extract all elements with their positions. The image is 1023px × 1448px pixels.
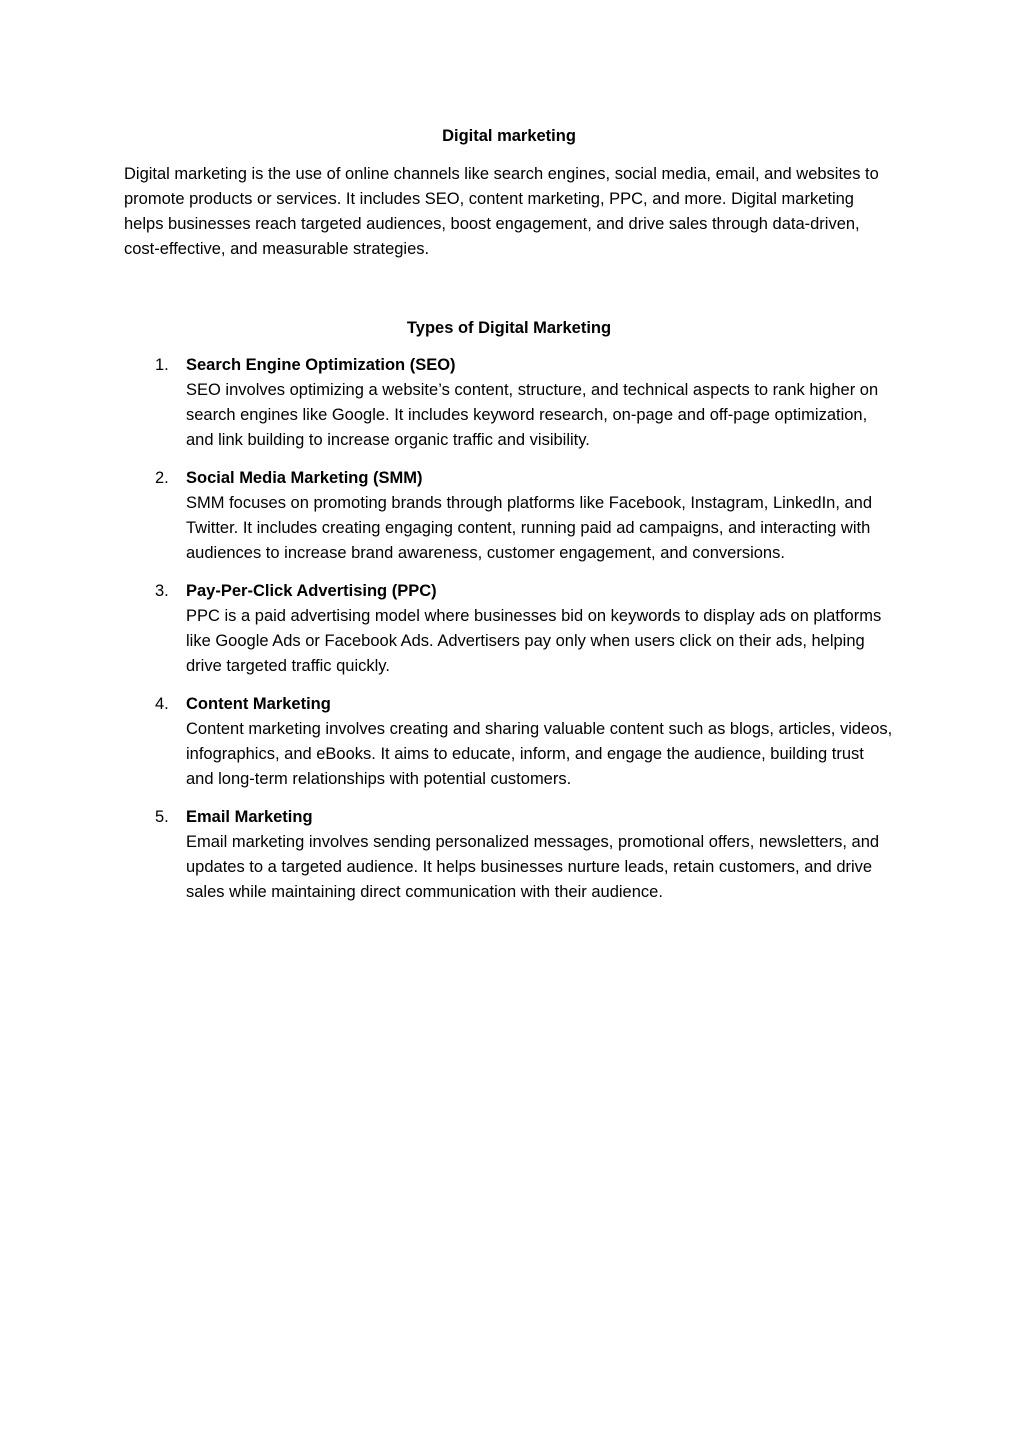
intro-paragraph: Digital marketing is the use of online channels like search engines, social media, email, and websites to promote products or services. It includes SEO, content marketing, PPC, and more. Digital marketing helps businesses reach targeted audiences, boost engagement, and drive sales through data-driven, cost-effective, and measurable strategies. — [124, 165, 879, 258]
list-item-title: Search Engine Optimization (SEO) — [186, 356, 456, 374]
document-page — [124, 124, 894, 918]
section-title: Types of Digital Marketing — [406, 319, 612, 337]
document-title: Digital marketing — [442, 127, 576, 145]
list-item-number: 5. — [155, 808, 169, 826]
list-item-ppc — [124, 579, 894, 679]
list-item-title: Email Marketing — [186, 808, 313, 826]
list-item-content-marketing — [124, 692, 894, 792]
list-item-body: Content marketing involves creating and sharing valuable content such as blogs, articles, videos, infographics, and eBooks. It aims to educate, inform, and engage the audience, building trust and long-term relationships with potential customers. — [186, 720, 893, 788]
list-item-title: Content Marketing — [186, 695, 331, 713]
list-item-body: SMM focuses on promoting brands through platforms like Facebook, Instagram, LinkedIn, and Twitter. It includes creating engaging content, running paid ad campaigns, and interacting with audiences to increase brand awareness, customer engagement, and conversions. — [186, 494, 873, 562]
list-item-title: Pay-Per-Click Advertising (PPC) — [186, 582, 437, 600]
list-item-number: 4. — [155, 695, 169, 713]
list-item-number: 1. — [155, 356, 169, 374]
list-item-number: 2. — [155, 469, 169, 487]
list-item-smm — [124, 466, 894, 566]
list-item-title: Social Media Marketing (SMM) — [186, 469, 423, 487]
list-item-body: SEO involves optimizing a website’s content, structure, and technical aspects to rank higher on search engines like Google. It includes keyword research, on-page and off-page optimization, and link building to increase organic traffic and visibility. — [186, 381, 879, 449]
list-item-body: PPC is a paid advertising model where businesses bid on keywords to display ads on platforms like Google Ads or Facebook Ads. Advertisers pay only when users click on their ads, helping drive targeted traffic quickly. — [186, 607, 882, 675]
list-item-seo — [124, 353, 894, 453]
list-item-number: 3. — [155, 582, 169, 600]
list-item-email-marketing — [124, 805, 894, 905]
types-list — [124, 353, 894, 905]
list-item-body: Email marketing involves sending personalized messages, promotional offers, newsletters, and updates to a targeted audience. It helps businesses nurture leads, retain customers, and drive sales while maintaining direct communication with their audience. — [186, 833, 880, 901]
